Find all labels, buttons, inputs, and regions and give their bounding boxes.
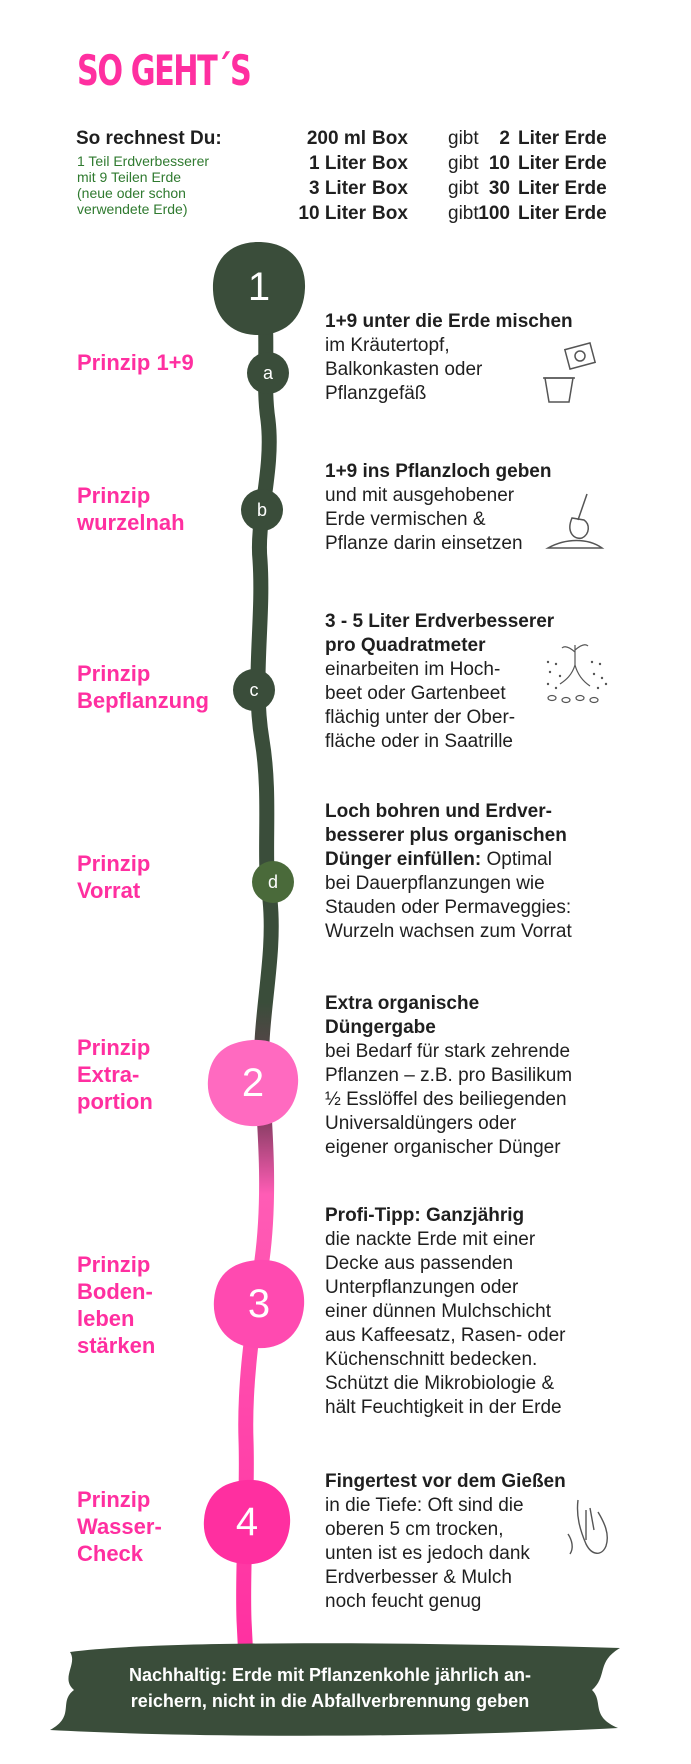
step-heading: Düngergabe <box>325 1017 436 1038</box>
step-text-line: die nackte Erde mit einer <box>325 1229 536 1250</box>
calculator-note-line: mit 9 Teilen Erde <box>77 169 182 185</box>
principle-line: Prinzip 1+9 <box>77 350 194 375</box>
step-text-line: einer dünnen Mulchschicht <box>325 1301 552 1322</box>
step-text-line: in die Tiefe: Oft sind die <box>325 1495 524 1516</box>
step-description <box>325 992 625 1160</box>
step-text-line: Wurzeln wachsen zum Vorrat <box>325 921 572 942</box>
step-heading: Extra organische <box>325 993 480 1014</box>
step-description <box>325 800 625 944</box>
step-text-line: Pflanzen – z.B. pro Basilikum <box>325 1065 573 1086</box>
step-text-line: Pflanzgefäß <box>325 383 427 404</box>
result-liters: 30 <box>488 178 510 199</box>
box-label: Box <box>372 203 408 224</box>
box-amount: 10 Liter <box>298 203 366 224</box>
principle-line: portion <box>77 1089 153 1114</box>
step-text-line: fläche oder in Saatrille <box>325 731 513 752</box>
box-amount: 1 Liter <box>308 153 366 174</box>
result-label: Liter Erde <box>518 153 607 174</box>
principle-label <box>77 349 194 376</box>
gibt-label: gibt <box>448 178 479 199</box>
gibt-label: gibt <box>448 203 479 224</box>
step-text-line: bei Bedarf für stark zehrende <box>325 1041 571 1062</box>
step-heading: besserer plus organischen <box>325 825 567 846</box>
calculator-note-line: 1 Teil Erdverbesserer <box>77 153 210 169</box>
step-letter: a <box>262 363 273 383</box>
step-number: 2 <box>241 1061 265 1105</box>
gibt-label: gibt <box>448 153 479 174</box>
step-text-line: Erde vermischen & <box>325 509 486 530</box>
step-description <box>325 310 625 406</box>
step-number: 1 <box>247 265 271 309</box>
step-letter: d <box>267 872 278 892</box>
step-text-line: Stauden oder Permaveggies: <box>325 897 572 918</box>
step-heading: 3 - 5 Liter Erdverbesserer <box>325 611 555 632</box>
step-heading: 1+9 unter die Erde mischen <box>325 311 573 332</box>
step-number: 4 <box>235 1500 259 1544</box>
step-text-line: noch feucht genug <box>325 1591 482 1612</box>
principle-line: Prinzip <box>77 1252 151 1277</box>
step-text-line: hält Feuchtigkeit in der Erde <box>325 1397 562 1418</box>
step-text-inline: Optimal <box>481 849 552 870</box>
step-heading: 1+9 ins Pflanzloch geben <box>325 461 552 482</box>
principle-line: Bepflanzung <box>77 688 209 713</box>
step-text-line: flächig unter der Ober- <box>325 707 516 728</box>
step-number: 3 <box>247 1282 271 1326</box>
step-text-line: Unterpflanzungen oder <box>325 1277 519 1298</box>
principle-label <box>77 660 209 714</box>
step-letter: c <box>249 680 259 700</box>
calculator-heading: So rechnest Du: <box>76 128 222 149</box>
box-label: Box <box>372 153 408 174</box>
box-label: Box <box>372 128 408 149</box>
step-text-line: eigener organischer Dünger <box>325 1137 561 1158</box>
principle-label <box>77 1251 155 1359</box>
principle-line: Vorrat <box>77 878 141 903</box>
principle-label <box>77 1034 153 1115</box>
step-text-line: unten ist es jedoch dank <box>325 1543 530 1564</box>
principle-line: stärken <box>77 1333 156 1358</box>
result-liters: 10 <box>488 153 510 174</box>
principle-line: Check <box>77 1541 144 1566</box>
principle-label <box>77 850 150 904</box>
step-heading: Dünger einfüllen: <box>325 849 482 870</box>
principle-line: wurzelnah <box>77 510 185 535</box>
result-label: Liter Erde <box>518 203 607 224</box>
footer-note <box>80 1662 580 1714</box>
step-text-line: Balkonkasten oder <box>325 359 483 380</box>
step-description <box>325 1470 625 1614</box>
footer-line: Nachhaltig: Erde mit Pflanzenkohle jährlich an- <box>128 1665 532 1685</box>
principle-line: Extra- <box>77 1062 140 1087</box>
step-text-line: Erdverbesser & Mulch <box>325 1567 512 1588</box>
page-title: SO GEHT´S <box>77 46 251 95</box>
step-text-line: Universaldüngers oder <box>325 1113 517 1134</box>
step-description <box>325 460 625 556</box>
result-liters: 2 <box>499 128 510 149</box>
gibt-label: gibt <box>448 128 479 149</box>
result-liters: 100 <box>478 203 510 224</box>
step-heading: Profi-Tipp: Ganzjährig <box>325 1205 525 1226</box>
result-label: Liter Erde <box>518 128 607 149</box>
principle-line: Prinzip <box>77 1487 151 1512</box>
step-text-line: Decke aus passenden <box>325 1253 514 1274</box>
principle-line: Wasser- <box>77 1514 162 1539</box>
principle-line: Prinzip <box>77 661 151 686</box>
principle-line: Prinzip <box>77 1035 151 1060</box>
step-heading: Fingertest vor dem Gießen <box>325 1471 566 1492</box>
result-label: Liter Erde <box>518 178 607 199</box>
step-text-line: Schützt die Mikrobiologie & <box>325 1373 555 1394</box>
principle-line: Prinzip <box>77 851 151 876</box>
step-text-line: oberen 5 cm trocken, <box>325 1519 504 1540</box>
box-amount: 200 ml <box>306 128 366 149</box>
step-heading: pro Quadratmeter <box>325 635 486 656</box>
step-text-line: aus Kaffeesatz, Rasen- oder <box>325 1325 566 1346</box>
principle-line: leben <box>77 1306 135 1331</box>
calculator-note-line: verwendete Erde) <box>77 201 188 217</box>
step-description <box>325 610 625 754</box>
box-amount: 3 Liter <box>308 178 366 199</box>
principle-label <box>77 482 185 536</box>
footer-line: reichern, nicht in die Abfallverbrennung geben <box>130 1691 530 1711</box>
principle-label <box>77 1486 162 1567</box>
calculator-note-line: (neue oder schon <box>77 185 186 201</box>
step-text-line: im Kräutertopf, <box>325 335 450 356</box>
step-text-line: Küchenschnitt bedecken. <box>325 1349 538 1370</box>
step-heading: Loch bohren und Erdver- <box>325 801 552 822</box>
step-description <box>325 1204 625 1420</box>
step-text-line: beet oder Gartenbeet <box>325 683 506 704</box>
principle-line: Boden- <box>77 1279 153 1304</box>
step-text-line: ½ Esslöffel des beiliegenden <box>325 1089 567 1110</box>
step-letter: b <box>256 500 267 520</box>
step-text-line: und mit ausgehobener <box>325 485 515 506</box>
step-text-line: bei Dauerpflanzungen wie <box>325 873 545 894</box>
box-label: Box <box>372 178 408 199</box>
principle-line: Prinzip <box>77 483 151 508</box>
step-text-line: Pflanze darin einsetzen <box>325 533 523 554</box>
step-text-line: einarbeiten im Hoch- <box>325 659 501 680</box>
